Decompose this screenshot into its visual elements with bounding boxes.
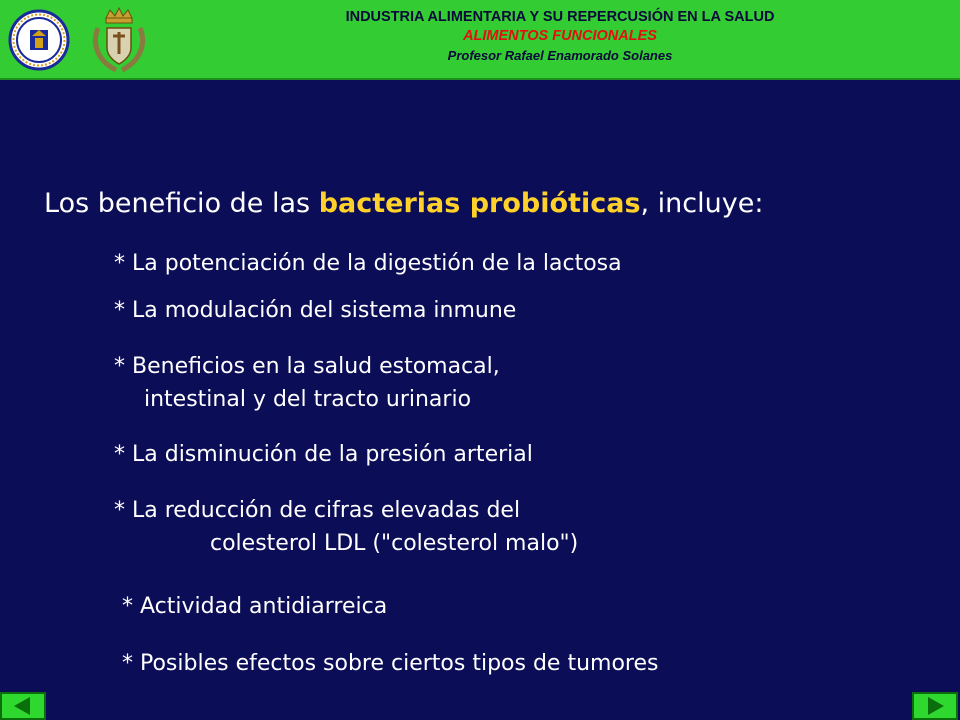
course-title: INDUSTRIA ALIMENTARIA Y SU REPERCUSIÓN EN LA SALUD <box>345 9 775 25</box>
previous-slide-button[interactable] <box>0 692 46 720</box>
title-after: , incluye: <box>640 188 764 219</box>
benefit-item: * La modulación del sistema inmune <box>114 298 517 323</box>
benefit-item: * La potenciación de la digestión de la lactosa <box>114 251 622 276</box>
benefit-item-continuation: intestinal y del tracto urinario <box>144 387 472 412</box>
title-before: Los beneficio de las <box>44 188 319 219</box>
arrow-right-icon <box>914 694 956 718</box>
benefit-item-continuation: colesterol LDL ("colesterol malo") <box>210 531 579 556</box>
professor-name: Profesor Rafael Enamorado Solanes <box>447 48 673 63</box>
arrow-left-icon <box>2 694 44 718</box>
course-subtitle: ALIMENTOS FUNCIONALES <box>463 28 657 44</box>
slide-title <box>44 188 763 219</box>
benefit-item: * La reducción de cifras elevadas del <box>114 498 521 523</box>
benefit-item: * La disminución de la presión arterial <box>114 442 533 467</box>
benefit-item: * Posibles efectos sobre ciertos tipos de tumores <box>122 651 659 676</box>
title-highlight: bacterias probióticas <box>318 188 641 219</box>
benefit-item: * Beneficios en la salud estomacal, <box>114 354 500 379</box>
benefit-item: * Actividad antidiarreica <box>122 594 388 619</box>
next-slide-button[interactable] <box>912 692 958 720</box>
